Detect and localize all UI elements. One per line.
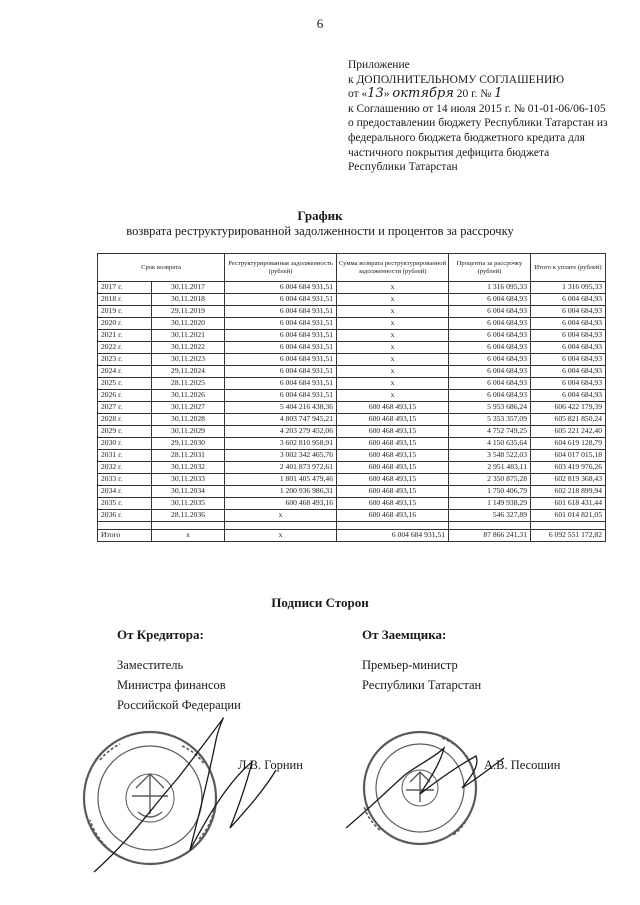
table-cell: 6 004 684 931,51 — [337, 530, 449, 542]
table-cell: 2032 г. — [98, 462, 152, 474]
schedule-subtitle: возврата реструктурированной задолженности и процентов за рассрочку — [126, 224, 514, 238]
table-cell: 6 004 684 931,51 — [225, 342, 337, 354]
table-cell: x — [225, 530, 337, 542]
table-cell: 1 801 405 479,46 — [225, 474, 337, 486]
table-cell: 30.11.2032 — [152, 462, 225, 474]
table-cell: 2022 г. — [98, 342, 152, 354]
table-cell: 6 004 684,93 — [449, 390, 531, 402]
table-cell: 30.11.2035 — [152, 498, 225, 510]
table-cell: 6 004 684,93 — [449, 354, 531, 366]
table-cell: 6 092 551 172,82 — [531, 530, 606, 542]
table-cell: x — [337, 366, 449, 378]
table-cell: x — [337, 294, 449, 306]
table-cell: 2021 г. — [98, 330, 152, 342]
debtor-role — [362, 655, 582, 695]
table-row — [98, 306, 606, 318]
table-row — [98, 462, 606, 474]
creditor-role-line: Заместитель — [117, 658, 184, 672]
table-cell: 4 203 279 452,06 — [225, 426, 337, 438]
year-number-label: г. № — [471, 88, 492, 101]
table-cell: 606 422 179,39 — [531, 402, 606, 414]
table-cell: 6 004 684,93 — [531, 366, 606, 378]
table-cell: 6 004 684,93 — [531, 306, 606, 318]
table-cell: 600 468 493,15 — [337, 474, 449, 486]
table-cell: 1 316 095,33 — [449, 282, 531, 294]
header-repay: Сумма возврата реструктурированной задолженности (рублей) — [337, 254, 449, 282]
creditor-role — [117, 655, 317, 715]
table-cell: 2018 г. — [98, 294, 152, 306]
table-cell: 2035 г. — [98, 498, 152, 510]
table-cell: 4 752 749,25 — [449, 426, 531, 438]
table-cell: 6 004 684,93 — [531, 354, 606, 366]
table-cell: 600 468 493,15 — [337, 426, 449, 438]
table-cell: 6 004 684 931,51 — [225, 390, 337, 402]
table-row — [98, 378, 606, 390]
debtor-heading: От Заемщика: — [362, 627, 447, 642]
handwritten-month: октября — [392, 86, 454, 102]
table-cell: 30.11.2027 — [152, 402, 225, 414]
table-cell: 600 468 493,15 — [337, 402, 449, 414]
creditor-heading: От Кредитора: — [117, 627, 204, 642]
table-cell: 605 821 850,24 — [531, 414, 606, 426]
table-cell: 4 150 635,64 — [449, 438, 531, 450]
table-row — [98, 342, 606, 354]
table-cell: 30.11.2017 — [152, 282, 225, 294]
table-cell: 3 548 522,03 — [449, 450, 531, 462]
table-row — [98, 438, 606, 450]
table-cell: 2026 г. — [98, 390, 152, 402]
table-cell: 6 004 684 931,51 — [225, 366, 337, 378]
creditor-seal-and-signature — [70, 700, 280, 890]
table-cell: 2023 г. — [98, 354, 152, 366]
table-cell: 30.11.2028 — [152, 414, 225, 426]
table-cell: x — [337, 318, 449, 330]
table-cell — [152, 522, 225, 530]
table-row — [98, 294, 606, 306]
table-cell: x — [337, 390, 449, 402]
header-debt: Реструктурированная задолженность (рублей) — [225, 254, 337, 282]
table-cell: 2 401 873 972,61 — [225, 462, 337, 474]
table-cell: 30.11.2022 — [152, 342, 225, 354]
debtor-signature-icon — [346, 748, 504, 828]
table-cell: 3 602 810 958,91 — [225, 438, 337, 450]
table-row — [98, 402, 606, 414]
table-cell: 602 819 368,43 — [531, 474, 606, 486]
table-cell: 6 004 684,93 — [449, 306, 531, 318]
table-cell: 600 468 493,15 — [337, 498, 449, 510]
table-cell: 6 004 684,93 — [449, 366, 531, 378]
table-cell: 2 350 875,28 — [449, 474, 531, 486]
table-cell: 6 004 684,93 — [531, 294, 606, 306]
date-prefix: от « — [348, 88, 368, 101]
table-cell: 2034 г. — [98, 486, 152, 498]
header-interest: Проценты за рассрочку (рублей) — [449, 254, 531, 282]
creditor-seal-icon — [84, 732, 216, 864]
table-cell: 602 218 899,94 — [531, 486, 606, 498]
header-total: Итого к уплате (рублей) — [531, 254, 606, 282]
table-row — [98, 318, 606, 330]
table-cell: x — [337, 378, 449, 390]
table-cell: 546 327,89 — [449, 510, 531, 522]
table-cell: 6 004 684 931,51 — [225, 282, 337, 294]
table-cell: 2036 г. — [98, 510, 152, 522]
table-cell: 1 316 095,33 — [531, 282, 606, 294]
table-cell: 5 404 216 438,36 — [225, 402, 337, 414]
creditor-signer-name: Л.В. Горнин — [238, 758, 303, 772]
table-cell: 4 803 747 945,21 — [225, 414, 337, 426]
table-cell: 603 419 976,26 — [531, 462, 606, 474]
annex-heading: Приложение — [348, 59, 410, 71]
table-cell: 6 004 684 931,51 — [225, 354, 337, 366]
table-cell — [225, 522, 337, 530]
table-cell: 30.11.2023 — [152, 354, 225, 366]
handwritten-number: 1 — [494, 86, 503, 102]
table-cell: 2033 г. — [98, 474, 152, 486]
annex-agreement-title: к ДОПОЛНИТЕЛЬНОМУ СОГЛАШЕНИЮ — [348, 73, 565, 86]
table-cell: 600 468 493,15 — [337, 414, 449, 426]
creditor-role-line: Министра финансов — [117, 678, 226, 692]
table-cell: 600 468 493,16 — [225, 498, 337, 510]
table-spacer-row — [98, 522, 606, 530]
annex-date-line — [348, 87, 608, 102]
table-cell: 6 004 684,93 — [449, 318, 531, 330]
date-mid: » — [383, 88, 390, 101]
table-cell: x — [337, 330, 449, 342]
table-cell: x — [337, 306, 449, 318]
table-cell: 2017 г. — [98, 282, 152, 294]
table-cell: 6 004 684,93 — [531, 378, 606, 390]
table-cell: 6 004 684,93 — [449, 330, 531, 342]
table-cell: 6 004 684,93 — [449, 378, 531, 390]
signatures-title: Подписи Сторон — [271, 595, 369, 610]
table-row — [98, 390, 606, 402]
table-cell: 2 951 483,11 — [449, 462, 531, 474]
table-cell: 600 468 493,15 — [337, 450, 449, 462]
table-cell: 2027 г. — [98, 402, 152, 414]
table-cell: 6 004 684,93 — [449, 342, 531, 354]
table-cell: 6 004 684,93 — [531, 390, 606, 402]
annex-header — [348, 58, 608, 175]
table-row — [98, 510, 606, 522]
table-row — [98, 450, 606, 462]
table-cell: 1 149 938,29 — [449, 498, 531, 510]
table-cell: 28.11.2025 — [152, 378, 225, 390]
table-row — [98, 282, 606, 294]
table-cell: 3 002 342 465,76 — [225, 450, 337, 462]
table-cell: 29.11.2030 — [152, 438, 225, 450]
table-cell: 5 353 357,09 — [449, 414, 531, 426]
table-cell: 6 004 684 931,51 — [225, 318, 337, 330]
table-cell — [98, 522, 152, 530]
debtor-role-line: Премьер-министр — [362, 658, 458, 672]
table-cell: 2020 г. — [98, 318, 152, 330]
creditor-role-line: Российской Федерации — [117, 698, 241, 712]
table-cell: 5 953 686,24 — [449, 402, 531, 414]
table-cell: 30.11.2018 — [152, 294, 225, 306]
schedule-title: График — [297, 208, 343, 223]
table-header-row — [98, 254, 606, 282]
table-cell: x — [337, 342, 449, 354]
table-cell: Итого — [98, 530, 152, 542]
creditor-signature-icon — [94, 718, 276, 872]
table-cell — [531, 522, 606, 530]
table-row — [98, 366, 606, 378]
debtor-signer-name: А.В. Песошин — [484, 758, 561, 772]
table-cell: 6 004 684 931,51 — [225, 294, 337, 306]
table-cell: 601 014 821,05 — [531, 510, 606, 522]
table-cell: 29.11.2019 — [152, 306, 225, 318]
table-cell: 6 004 684,93 — [531, 330, 606, 342]
table-cell: 604 017 015,18 — [531, 450, 606, 462]
table-row — [98, 414, 606, 426]
table-row — [98, 474, 606, 486]
debtor-seal-and-signature — [340, 712, 510, 872]
table-cell: 6 004 684,93 — [449, 294, 531, 306]
table-cell: 30.11.2021 — [152, 330, 225, 342]
handwritten-day: 13 — [367, 86, 384, 102]
table-cell: 600 468 493,15 — [337, 462, 449, 474]
table-body — [98, 282, 606, 542]
table-cell: 1 750 406,79 — [449, 486, 531, 498]
table-cell: x — [152, 530, 225, 542]
page-number: 6 — [316, 16, 324, 31]
table-cell: 600 468 493,15 — [337, 438, 449, 450]
table-cell: 2024 г. — [98, 366, 152, 378]
table-row — [98, 486, 606, 498]
repayment-schedule-table — [97, 253, 606, 542]
table-cell: 30.11.2033 — [152, 474, 225, 486]
debtor-seal-icon — [364, 732, 476, 844]
table-cell: 605 221 242,40 — [531, 426, 606, 438]
table-cell — [337, 522, 449, 530]
table-row — [98, 330, 606, 342]
table-cell: 2031 г. — [98, 450, 152, 462]
table-cell — [449, 522, 531, 530]
table-cell: 6 004 684 931,51 — [225, 330, 337, 342]
table-total-row — [98, 530, 606, 542]
table-cell: 2028 г. — [98, 414, 152, 426]
table-cell: 600 468 493,16 — [337, 510, 449, 522]
table-row — [98, 354, 606, 366]
table-cell: 601 618 431,44 — [531, 498, 606, 510]
debtor-role-line: Республики Татарстан — [362, 678, 482, 692]
table-cell: 28.11.2031 — [152, 450, 225, 462]
table-cell: 6 004 684,93 — [531, 342, 606, 354]
year-prefix: 20 — [456, 88, 469, 101]
table-cell: 600 468 493,15 — [337, 486, 449, 498]
table-cell: 87 866 241,31 — [449, 530, 531, 542]
table-row — [98, 426, 606, 438]
table-cell: 6 004 684,93 — [531, 318, 606, 330]
table-cell: 2030 г. — [98, 438, 152, 450]
table-cell: x — [337, 282, 449, 294]
table-cell: 29.11.2024 — [152, 366, 225, 378]
table-cell: 2019 г. — [98, 306, 152, 318]
table-cell: 30.11.2020 — [152, 318, 225, 330]
table-cell: 28.11.2036 — [152, 510, 225, 522]
table-cell: x — [225, 510, 337, 522]
table-cell: 30.11.2026 — [152, 390, 225, 402]
header-term: Срок возврата — [98, 254, 225, 282]
table-cell: 6 004 684 931,51 — [225, 306, 337, 318]
table-cell: x — [337, 354, 449, 366]
table-cell: 2029 г. — [98, 426, 152, 438]
table-row — [98, 498, 606, 510]
table-cell: 30.11.2029 — [152, 426, 225, 438]
table-cell: 2025 г. — [98, 378, 152, 390]
table-cell: 604 619 128,79 — [531, 438, 606, 450]
table-cell: 30.11.2034 — [152, 486, 225, 498]
annex-body: к Соглашению от 14 июля 2015 г. № 01-01-06/06-105 о предоставлении бюджету Республики Татарстан из федерального бюджета бюджетного кредита для частичного покрытия дефицита бюджета Республики Татарстан — [348, 102, 608, 174]
table-cell: 1 200 936 986,31 — [225, 486, 337, 498]
table-cell: 6 004 684 931,51 — [225, 378, 337, 390]
